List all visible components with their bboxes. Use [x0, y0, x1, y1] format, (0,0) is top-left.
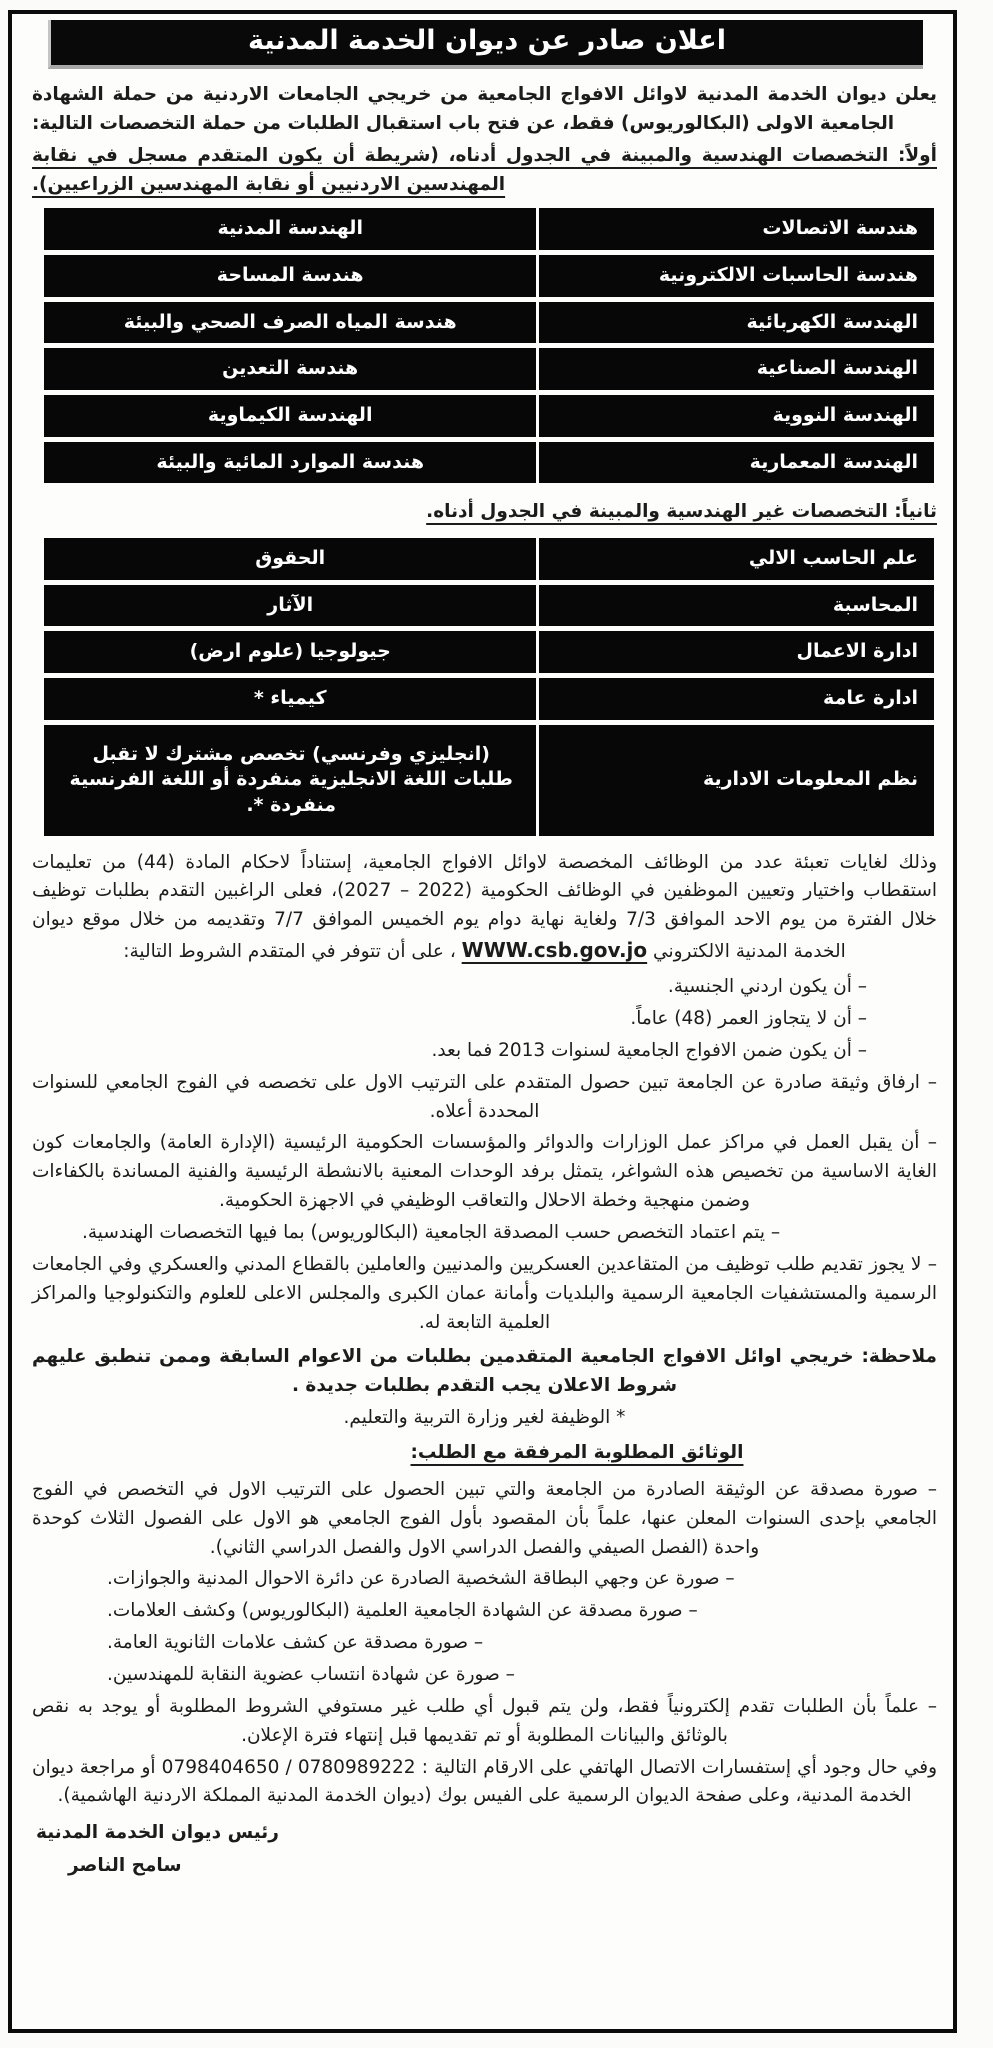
specialty-cell: كيمياء *: [44, 678, 536, 720]
specialty-cell: هندسة الاتصالات: [539, 208, 934, 250]
table-row: [44, 442, 934, 484]
specialty-cell: ادارة عامة: [539, 678, 934, 720]
table-row: [44, 538, 934, 580]
condition-item: – أن يقبل العمل في مراكز عمل الوزارات والدوائر والمؤسسات الحكومية الرئيسية (الإدارة العامة) والجامعات كون الغاية الاساسية من تخصيص هذه الشواغر، يتمثل برفد الوحدات المعنية بالانشطة الرئيسية والفنية المساندة بالكفاءات وضمن منهجية وخطة الاحلال والتعاقب الوظيفي في الاجهزة الحكومية.: [32, 1132, 937, 1212]
signature-block: [32, 1819, 937, 1881]
table-row: [44, 302, 934, 344]
intro-paragraph: يعلن ديوان الخدمة المدنية لاوائل الافواج الجامعية من خريجي الجامعات الاردنية من حملة الشهادة الجامعية الاولى (البكالوريوس) فقط، عن فتح باب استقبال الطلبات من حملة التخصصات التالية:: [32, 84, 937, 134]
title-bar: [48, 20, 923, 69]
specialty-cell: الحقوق: [44, 538, 536, 580]
documents-list: [32, 1476, 937, 1751]
table-row: [44, 255, 934, 297]
condition-item: – لا يجوز تقديم طلب توظيف من المتقاعدين العسكريين والمدنيين والعاملين بالقطاع المدني والعسكري وفي الجامعات الرسمية والمستشفيات الجامعية الرسمية والبلديات وأمانة عمان الكبرى والمجلس الاعلى للعلوم والتكنولوجيا والمراكز العلمية التابعة له.: [32, 1253, 937, 1333]
section-first-heading: أولاً: التخصصات الهندسية والمبينة في الجدول أدناه، (شريطة أن يكون المتقدم مسجل في نقابة المهندسين الاردنيين أو نقابة المهندسين الزراعيين).: [32, 144, 937, 195]
specialty-cell: الهندسة الكيماوية: [44, 395, 536, 437]
condition-item: – أن يكون اردني الجنسية.: [667, 976, 867, 998]
specialty-cell: الهندسة الصناعية: [539, 348, 934, 390]
condition-item: – يتم اعتماد التخصص حسب المصدقة الجامعية (البكالوريوس) بما فيها التخصصات الهندسية.: [82, 1221, 781, 1243]
specialty-cell: هندسة التعدين: [44, 348, 536, 390]
document-item: – صورة عن شهادة انتساب عضوية النقابة للمهندسين.: [107, 1663, 515, 1685]
body-paragraph: [32, 849, 937, 967]
specialty-cell: هندسة الموارد المائية والبيئة: [44, 442, 536, 484]
body-text-before-url: وذلك لغايات تعبئة عدد من الوظائف المخصصة لاوائل الافواج الجامعية، إستناداً لاحكام المادة (44) من تعليمات استقطاب واختيار وتعيين الموظفين في الوظائف الحكومية (2022 – 2027)، فعلى الراغبين التقدم بطلبات توظيف خلال الفترة من يوم الاحد الموافق 7/3 ولغاية نهاية دوام يوم الخميس الموافق 7/7 وتقديمه من خلال موقع ديوان الخدمة المدنية الالكتروني: [32, 851, 938, 963]
specialty-cell: المحاسبة: [539, 585, 934, 627]
contact-paragraph: وفي حال وجود أي إستفسارات الاتصال الهاتفي على الارقام التالية : 0780989222 / 0798404650 أو مراجعة ديوان الخدمة المدنية، وعلى صفحة الديوان الرسمية على الفيس بوك (ديوان الخدمة المدنية المملكة الاردنية الهاشمية).: [32, 1756, 938, 1807]
specialty-cell: نظم المعلومات الادارية: [539, 725, 934, 836]
document-item: – صورة عن وجهي البطاقة الشخصية الصادرة عن دائرة الاحوال المدنية والجوازات.: [107, 1568, 735, 1590]
signature-name: سامح الناصر: [68, 1855, 182, 1877]
specialty-cell: الهندسة المدنية: [44, 208, 536, 250]
table-row: [44, 678, 934, 720]
specialty-cell: الآثار: [44, 585, 536, 627]
table-row: [44, 348, 934, 390]
section-second-heading: ثانياً: التخصصات غير الهندسية والمبينة في الجدول أدناه.: [426, 501, 937, 523]
announcement-frame: [8, 10, 957, 2033]
page-title: اعلان صادر عن ديوان الخدمة المدنية: [248, 25, 726, 56]
specialty-cell: هندسة المياه الصرف الصحي والبيئة: [44, 302, 536, 344]
specialty-cell: جيولوجيا (علوم ارض): [44, 631, 536, 673]
documents-heading: الوثائق المطلوبة المرفقة مع الطلب:: [410, 1441, 744, 1463]
body-text-after-url: ، على أن تتوفر في المتقدم الشروط التالية:: [123, 941, 462, 963]
specialty-cell: هندسة الحاسبات الالكترونية: [539, 255, 934, 297]
specialty-cell: (انجليزي وفرنسي) تخصص مشترك لا تقبل طلبات اللغة الانجليزية منفردة أو اللغة الفرنسية منفردة *.: [44, 725, 536, 836]
note-paragraph: ملاحظة: خريجي اوائل الافواج الجامعية المتقدمين بطلبات من الاعوام السابقة وممن تنطبق عليهم شروط الاعلان يجب التقدم بطلبات جديدة .: [32, 1346, 937, 1397]
specialty-cell: الهندسة النووية: [539, 395, 934, 437]
table-row: [44, 631, 934, 673]
csb-website-url: WWW.csb.gov.jo: [461, 938, 648, 963]
conditions-list: [32, 973, 937, 1337]
table-row: [44, 395, 934, 437]
table-row: [44, 585, 934, 627]
specialty-cell: ادارة الاعمال: [539, 631, 934, 673]
specialty-cell: علم الحاسب الالي: [539, 538, 934, 580]
footnote: * الوظيفة لغير وزارة التربية والتعليم.: [343, 1407, 626, 1429]
table-row: [44, 725, 934, 836]
document-item: – علماً بأن الطلبات تقدم إلكترونياً فقط، ولن يتم قبول أي طلب غير مستوفي الشروط المطلوبة أو يوجد به نقص بالوثائق والبيانات المطلوبة أو تم تقديمها قبل إنتهاء فترة الإعلان.: [32, 1695, 937, 1746]
table-row: [44, 208, 934, 250]
specialty-cell: الهندسة المعمارية: [539, 442, 934, 484]
specialty-cell: الهندسة الكهربائية: [539, 302, 934, 344]
engineering-specialties-table: [41, 203, 937, 488]
specialty-cell: هندسة المساحة: [44, 255, 536, 297]
document-item: – صورة مصدقة عن كشف علامات الثانوية العامة.: [107, 1632, 484, 1654]
document-item: – صورة مصدقة عن الوثيقة الصادرة من الجامعة والتي تبين الحصول على الترتيب الاول في التخصص في الفوج الجامعي بإحدى السنوات المعلن عنها، علماً بأن المقصود بأول الفوج الجامعي هو الاول على الفصول الثلاث كوحدة واحدة (الفصل الصيفي والفصل الدراسي الاول والفصل الدراسي الثاني).: [32, 1478, 937, 1558]
condition-item: – ارفاق وثيقة صادرة عن الجامعة تبين حصول المتقدم على الترتيب الاول على تخصصه في الفوج الجامعي للسنوات المحددة أعلاه.: [32, 1071, 937, 1122]
signature-title: رئيس ديوان الخدمة المدنية: [36, 1822, 279, 1844]
condition-item: – أن لا يتجاوز العمر (48) عاماً.: [630, 1007, 867, 1029]
condition-item: – أن يكون ضمن الافواج الجامعية لسنوات 2013 فما بعد.: [431, 1039, 867, 1061]
document-item: – صورة مصدقة عن الشهادة الجامعية العلمية (البكالوريوس) وكشف العلامات.: [107, 1600, 698, 1622]
non-engineering-specialties-table: [41, 533, 937, 840]
